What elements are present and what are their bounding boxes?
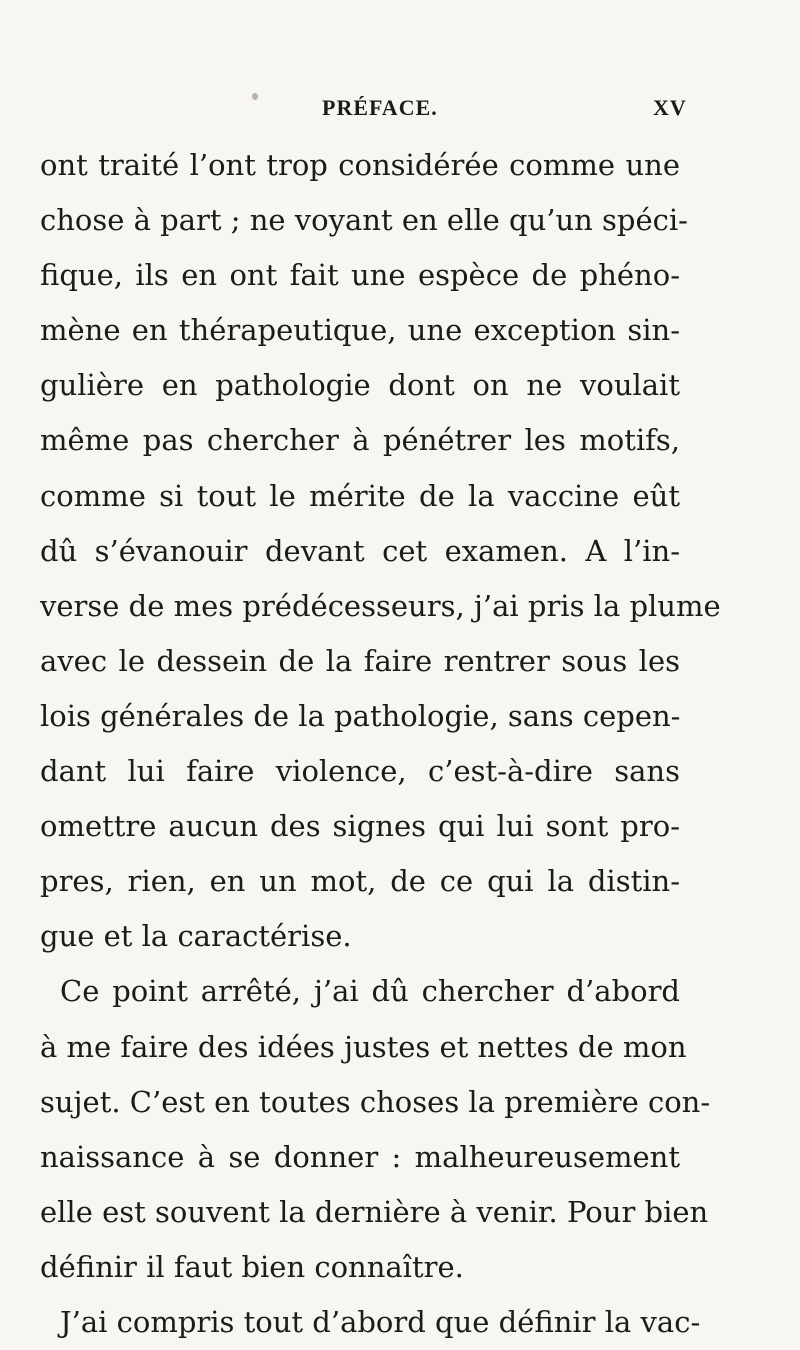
text-line: dant lui faire violence, c’est-à-dire sans	[40, 754, 680, 789]
text-line: fique, ils en ont fait une espèce de phéno-	[40, 258, 680, 293]
text-line: pres, rien, en un mot, de ce qui la distin-	[40, 864, 680, 899]
text-line: chose à part ; ne voyant en elle qu’un spéci-	[40, 203, 688, 238]
paragraph-start-line: Ce point arrêté, j’ai dû chercher d’abord	[60, 974, 680, 1009]
text-line: lois générales de la pathologie, sans cepen-	[40, 698, 681, 733]
text-line: ont traité l’ont trop considérée comme une	[40, 148, 680, 182]
paragraph-end-line: gue et la caractérise.	[40, 919, 352, 954]
running-head: PRÉFACE.	[322, 95, 438, 120]
text-line: omettre aucun des signes qui lui sont pro-	[40, 809, 680, 844]
text-line: avec le dessein de la faire rentrer sous les	[40, 643, 680, 678]
text-line: naissance à se donner : malheureusement	[40, 1139, 680, 1174]
text-line: dû s’évanouir devant cet examen. A l’in-	[40, 533, 680, 568]
text-line: elle est souvent la dernière à venir. Pour bien	[40, 1194, 709, 1229]
text-line: mène en thérapeutique, une exception sin-	[40, 313, 680, 348]
body-text	[40, 138, 721, 1350]
text-line: verse de mes prédécesseurs, j’ai pris la plume	[40, 588, 721, 623]
text-line: sujet. C’est en toutes choses la première con-	[40, 1084, 711, 1119]
page-number: XV	[653, 95, 687, 120]
page-header	[0, 95, 800, 135]
text-line: à me faire des idées justes et nettes de mon	[40, 1029, 687, 1064]
text-line: comme si tout le mérite de la vaccine eût	[40, 478, 680, 513]
paragraph-end-line: définir il faut bien connaître.	[40, 1249, 464, 1284]
text-line: gulière en pathologie dont on ne voulait	[40, 368, 680, 403]
text-line: même pas chercher à pénétrer les motifs,	[40, 423, 680, 458]
paragraph-start-line: J’ai compris tout d’abord que définir la vac-	[60, 1304, 701, 1339]
